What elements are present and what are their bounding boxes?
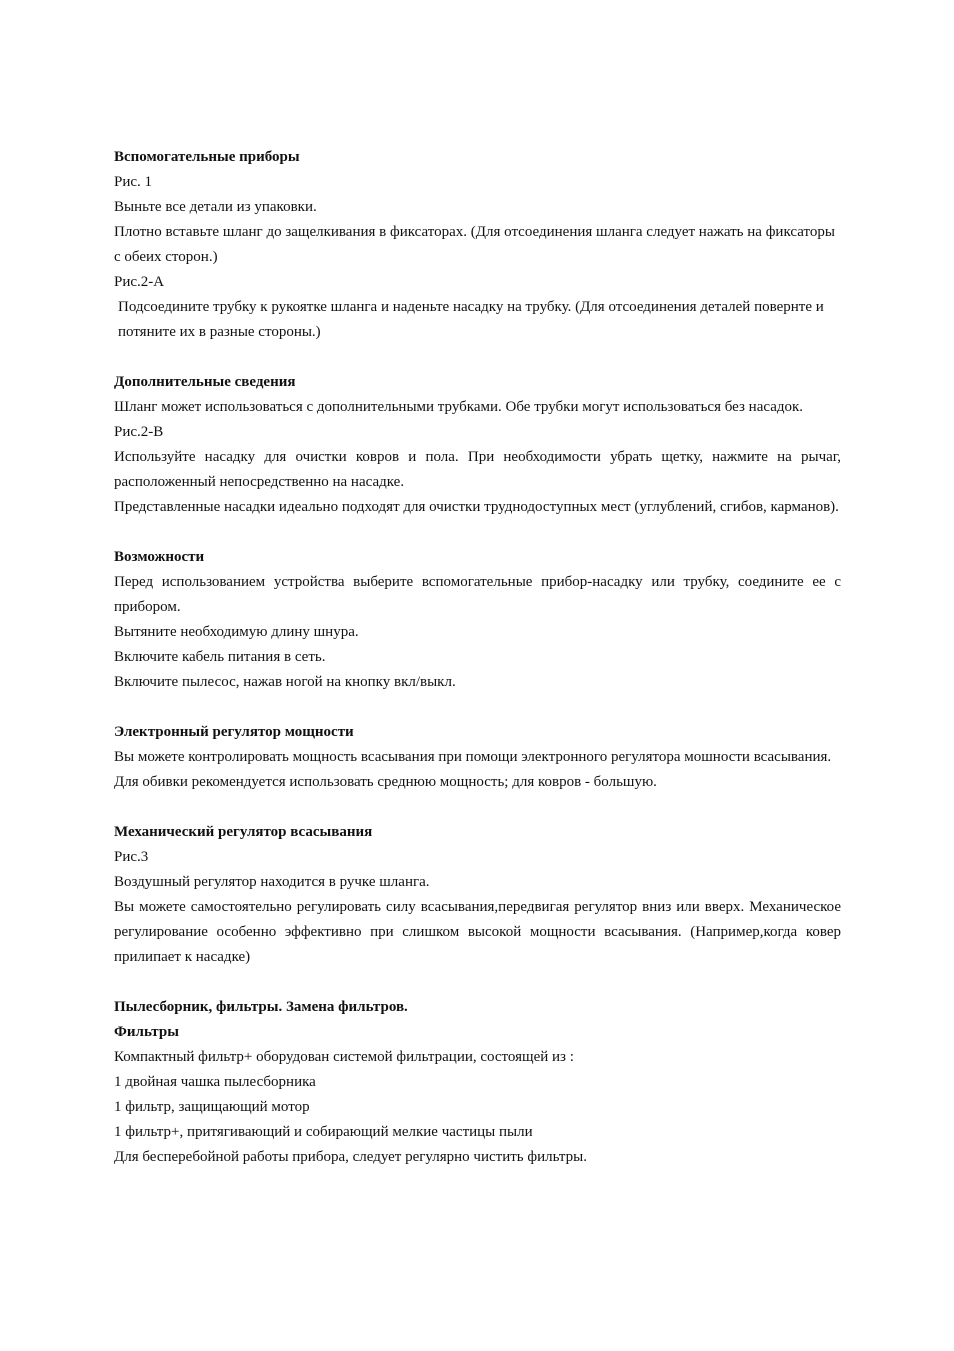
paragraph: Для обивки рекомендуется использовать среднюю мощность; для ковров - большую. xyxy=(114,774,657,790)
section-heading: Вспомогательные приборы xyxy=(114,149,300,165)
paragraph: Выньте все детали из упаковки. xyxy=(114,199,317,215)
section-accessories xyxy=(114,145,841,345)
list-item: 1 фильтр+, притягивающий и собирающий мелкие частицы пыли xyxy=(114,1124,533,1140)
figure-label: Рис.2-А xyxy=(114,274,165,290)
paragraph: Компактный фильтр+ оборудован системой фильтрации, состоящей из : xyxy=(114,1049,574,1065)
paragraph: Вытяните необходимую длину шнура. xyxy=(114,624,359,640)
paragraph: Подсоедините трубку к рукоятке шланга и наденьте насадку на трубку. (Для отсоединения деталей повернте и потяните их в разные стороны.) xyxy=(118,299,824,340)
section-heading: Возможности xyxy=(114,549,205,565)
paragraph: Плотно вставьте шланг до защелкивания в фиксаторах. (Для отсоединения шланга следует нажать на фиксаторы с обеих сторон.) xyxy=(114,224,835,265)
paragraph: Перед использованием устройства выберите вспомогательные прибор-насадку или трубку, соедините ее с прибором. xyxy=(114,574,841,615)
section-subheading: Фильтры xyxy=(114,1024,179,1040)
section-mechanical-suction-regulator xyxy=(114,820,841,970)
figure-label: Рис. 1 xyxy=(114,174,153,190)
section-features xyxy=(114,545,841,695)
paragraph: Для бесперебойной работы прибора, следует регулярно чистить фильтры. xyxy=(114,1149,587,1165)
document-page xyxy=(114,145,841,1195)
paragraph: Вы можете контролировать мощность всасывания при помощи электронного регулятора мошности всасывания. xyxy=(114,749,832,765)
paragraph: Шланг может использоваться с дополнительными трубками. Обе трубки могут использоваться без насадок. xyxy=(114,399,804,415)
section-heading: Механический регулятор всасывания xyxy=(114,824,373,840)
section-heading: Пылесборник, фильтры. Замена фильтров. xyxy=(114,999,408,1015)
paragraph: Включите кабель питания в сеть. xyxy=(114,649,326,665)
figure-label: Рис.2-В xyxy=(114,424,164,440)
section-heading: Дополнительные сведения xyxy=(114,374,296,390)
section-heading: Электронный регулятор мощности xyxy=(114,724,354,740)
paragraph: Используйте насадку для очистки ковров и пола. При необходимости убрать щетку, нажмите на рычаг, расположенный непосредственно на насадке. xyxy=(114,449,841,490)
section-additional-info xyxy=(114,370,841,520)
list-item: 1 фильтр, защищающий мотор xyxy=(114,1099,310,1115)
section-electronic-power-regulator xyxy=(114,720,841,795)
paragraph: Воздушный регулятор находится в ручке шланга. xyxy=(114,874,430,890)
list-item: 1 двойная чашка пылесборника xyxy=(114,1074,316,1090)
paragraph: Вы можете самостоятельно регулировать силу всасывания,передвигая регулятор вниз или вверх. Механическое регулирование особенно эффективно при слишком высокой мощности всасывания. (Например,когда ковер прилипает к насадке) xyxy=(114,899,841,965)
paragraph: Включите пылесос, нажав ногой на кнопку вкл/выкл. xyxy=(114,674,456,690)
figure-label: Рис.3 xyxy=(114,849,149,865)
section-dust-collector-filters xyxy=(114,995,841,1170)
paragraph: Представленные насадки идеально подходят для очистки труднодоступных мест (углублений, сгибов, карманов). xyxy=(114,499,839,515)
